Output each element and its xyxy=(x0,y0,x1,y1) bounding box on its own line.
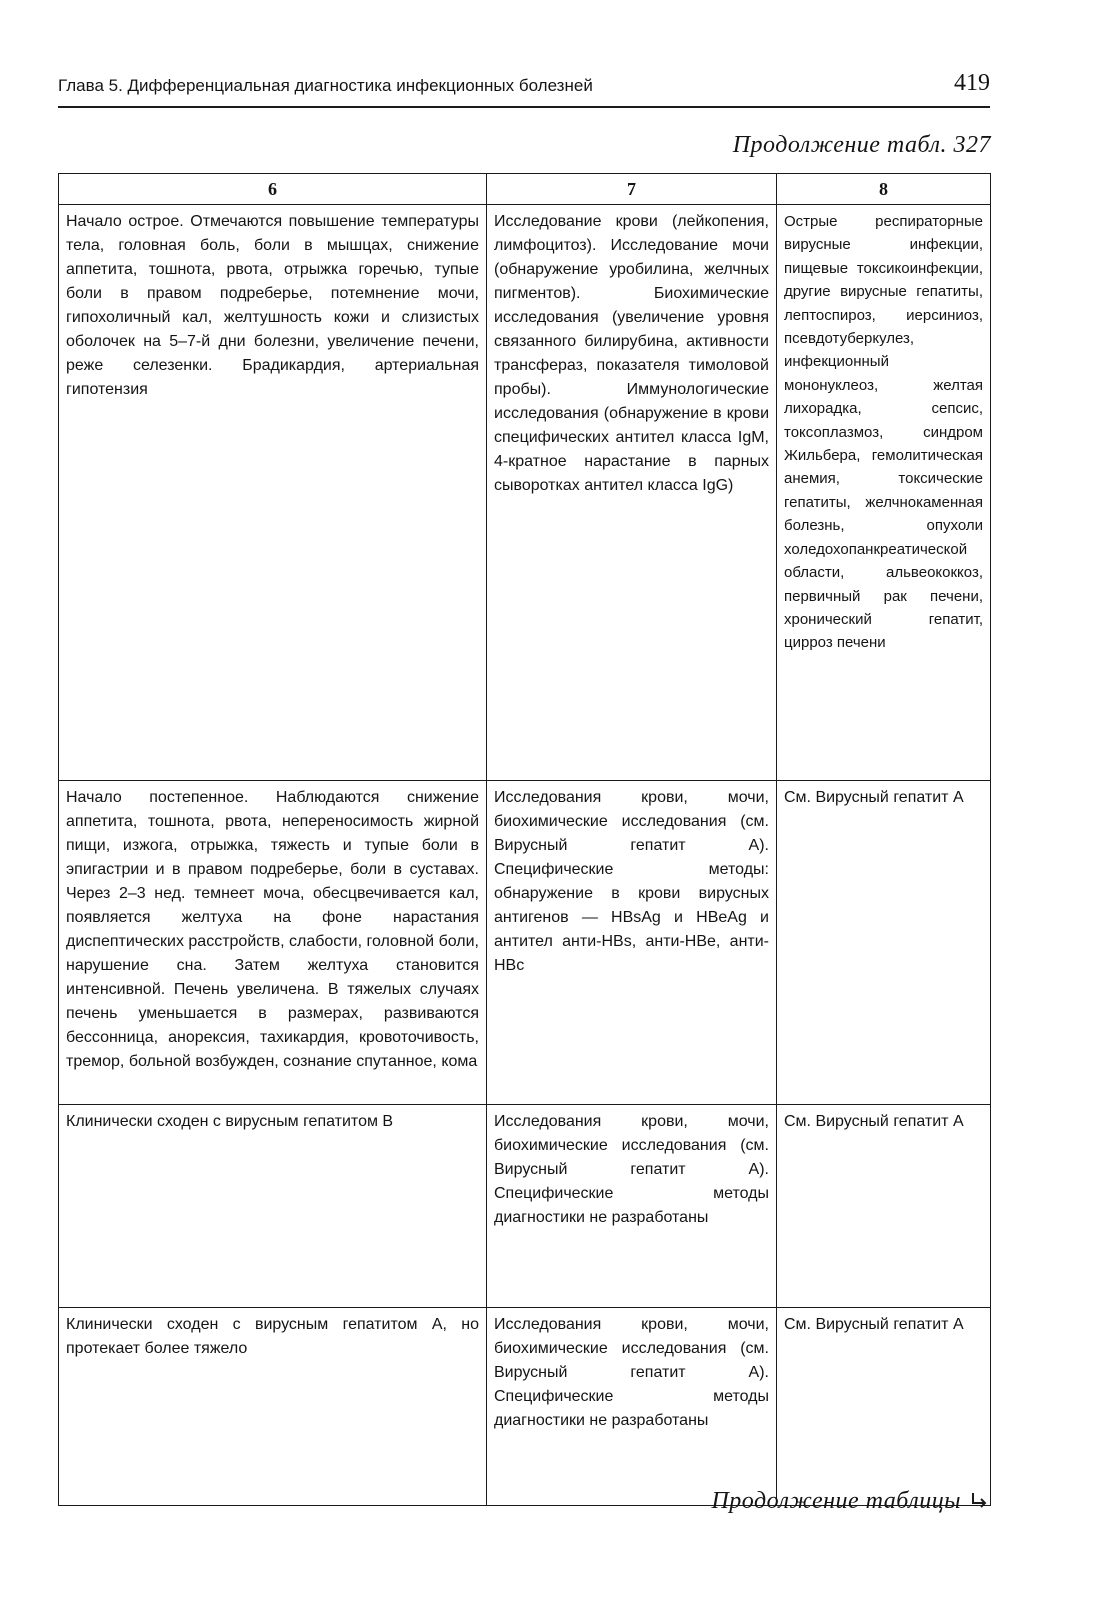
clinical-picture-cell: Начало острое. Отмечаются повышение температуры тела, головная боль, боли в мышцах, снижение аппетита, тошнота, рвота, отрыжка горечью, тупые боли в правом подреберье, потемнение мочи, гипохоличный кал, желтушность кожи и слизистых оболочек на 5–7-й дни болезни, увеличение печени, реже селезенки. Брадикардия, артериальная гипотензия xyxy=(59,205,487,781)
column-header-8: 8 xyxy=(777,174,991,205)
diagnostics-cell: Исследования крови, мочи, биохимические исследования (см. Вирусный гепатит А). Специфические методы диагностики не разработаны xyxy=(487,1105,777,1308)
running-head xyxy=(58,70,990,108)
table-row xyxy=(59,1105,991,1308)
clinical-picture-cell: Клинически сходен с вирусным гепатитом А, но протекает более тяжело xyxy=(59,1308,487,1506)
diagnostics-cell: Исследования крови, мочи, биохимические исследования (см. Вирусный гепатит А). Специфические методы диагностики не разработаны xyxy=(487,1308,777,1506)
clinical-picture-cell: Клинически сходен с вирусным гепатитом В xyxy=(59,1105,487,1308)
diagnostics-cell: Исследование крови (лейкопения, лимфоцитоз). Исследование мочи (обнаружение уробилина, желчных пигментов). Биохимические исследования (увеличение уровня связанного билирубина, активности трансфераз, показателя тимоловой пробы). Иммунологические исследования (обнаружение в крови специфических антител класса IgM, 4-кратное нарастание в парных сыворотках антител класса IgG) xyxy=(487,205,777,781)
clinical-picture-cell: Начало постепенное. Наблюдаются снижение аппетита, тошнота, рвота, непереносимость жирной пищи, изжога, отрыжка, тяжесть и тупые боли в эпигастрии и в правом подреберье, боли в суставах. Через 2–3 нед. темнеет моча, обесцвечивается кал, появляется желтуха на фоне нарастания диспептических расстройств, слабости, головной боли, нарушение сна. Затем желтуха становится интенсивной. Печень увеличена. В тяжелых случаях печень уменьшается в размерах, развиваются бессонница, анорексия, тахикардия, кровоточивость, тремор, больной возбужден, сознание спутанное, кома xyxy=(59,781,487,1105)
table-continues-note xyxy=(711,1488,991,1515)
turn-down-right-arrow-icon xyxy=(969,1491,991,1513)
table-row xyxy=(59,781,991,1105)
column-header-6: 6 xyxy=(59,174,487,205)
table-row xyxy=(59,205,991,781)
diagnostics-cell: Исследования крови, мочи, биохимические исследования (см. Вирусный гепатит А). Специфические методы: обнаружение в крови вирусных антигенов — HBsAg и HBeAg и антител анти-HBs, анти-HBe, анти-HBc xyxy=(487,781,777,1105)
diagnosis-table xyxy=(58,173,991,1506)
differential-diagnosis-cell: См. Вирусный гепатит А xyxy=(777,1105,991,1308)
table-header-row xyxy=(59,174,991,205)
differential-diagnosis-cell: См. Вирусный гепатит А xyxy=(777,1308,991,1506)
differential-diagnosis-cell: Острые респираторные вирусные инфекции, пищевые токсикоинфекции, другие вирусные гепатиты, лептоспироз, иерсиниоз, псевдотуберкулез, инфекционный мононуклеоз, желтая лихорадка, сепсис, токсоплазмоз, синдром Жильбера, гемолитическая анемия, токсические гепатиты, желчнокаменная болезнь, опухоли холедохопанкреатической области, альвеококкоз, первичный рак печени, хронический гепатит, цирроз печени xyxy=(777,205,991,781)
column-header-7: 7 xyxy=(487,174,777,205)
chapter-title: Глава 5. Дифференциальная диагностика инфекционных болезней xyxy=(58,76,593,95)
table-row xyxy=(59,1308,991,1506)
table-continuation-caption: Продолжение табл. 327 xyxy=(732,132,991,158)
page-number: 419 xyxy=(954,70,990,96)
table-continues-label: Продолжение таблицы xyxy=(711,1488,961,1514)
differential-diagnosis-cell: См. Вирусный гепатит А xyxy=(777,781,991,1105)
